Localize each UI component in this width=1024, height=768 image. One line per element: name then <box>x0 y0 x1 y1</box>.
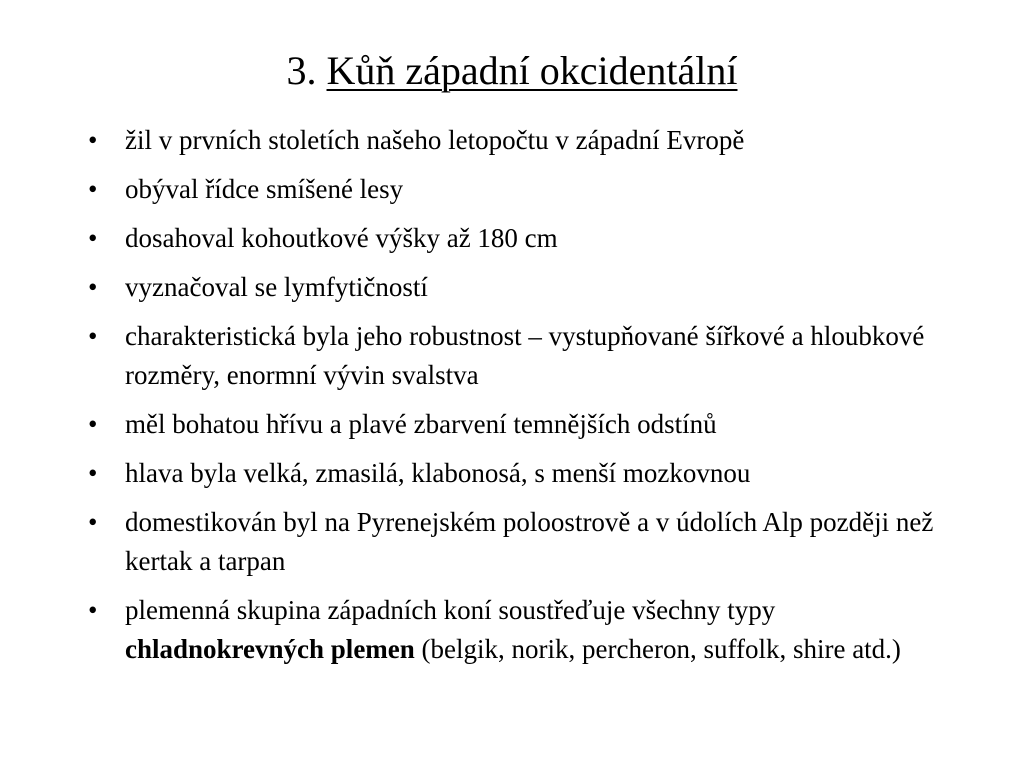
bullet-icon: • <box>88 223 98 253</box>
bullet-text: hlava byla velká, zmasilá, klabonosá, s menší mozkovnou <box>125 458 751 488</box>
bullet-item <box>88 317 948 395</box>
bullet-text: charakteristická byla jeho robustnost – vystupňované šířkové a hloubkové rozměry, enormní vývin svalstva <box>125 321 925 390</box>
bullet-icon: • <box>88 595 98 625</box>
bullet-icon: • <box>88 409 98 439</box>
bullet-text-before: plemenná skupina západních koní soustřeďuje všechny typy <box>125 595 776 625</box>
bullet-text: obýval řídce smíšené lesy <box>125 174 404 204</box>
bullet-item <box>88 591 948 669</box>
bullet-icon: • <box>88 174 98 204</box>
bullet-item <box>88 268 948 307</box>
bullet-item <box>88 503 948 581</box>
title-text: Kůň západní okcidentální <box>326 48 738 93</box>
bullet-item <box>88 454 948 493</box>
bullet-text: domestikován byl na Pyrenejském poloostrově a v údolích Alp později než kertak a tarpan <box>125 507 934 576</box>
bullet-text: měl bohatou hřívu a plavé zbarvení temnějších odstínů <box>125 409 717 439</box>
bullet-item <box>88 405 948 444</box>
bullet-text: dosahoval kohoutkové výšky až 180 cm <box>125 223 558 253</box>
bullet-text: žil v prvních stoletích našeho letopočtu v západní Evropě <box>125 125 745 155</box>
title-number: 3. <box>286 48 317 93</box>
bullet-text-bold: chladnokrevných plemen <box>125 634 415 664</box>
bullet-item <box>88 121 948 160</box>
bullet-icon: • <box>88 458 98 488</box>
bullet-text-rich <box>125 595 901 664</box>
bullet-icon: • <box>88 272 98 302</box>
slide-title <box>0 47 1024 95</box>
bullet-icon: • <box>88 321 98 351</box>
bullet-text-after: (belgik, norik, percheron, suffolk, shire atd.) <box>421 634 901 664</box>
bullet-icon: • <box>88 125 98 155</box>
bullet-icon: • <box>88 507 98 537</box>
bullet-list <box>88 121 948 679</box>
bullet-text: vyznačoval se lymfytičností <box>125 272 428 302</box>
bullet-item <box>88 219 948 258</box>
bullet-item <box>88 170 948 209</box>
